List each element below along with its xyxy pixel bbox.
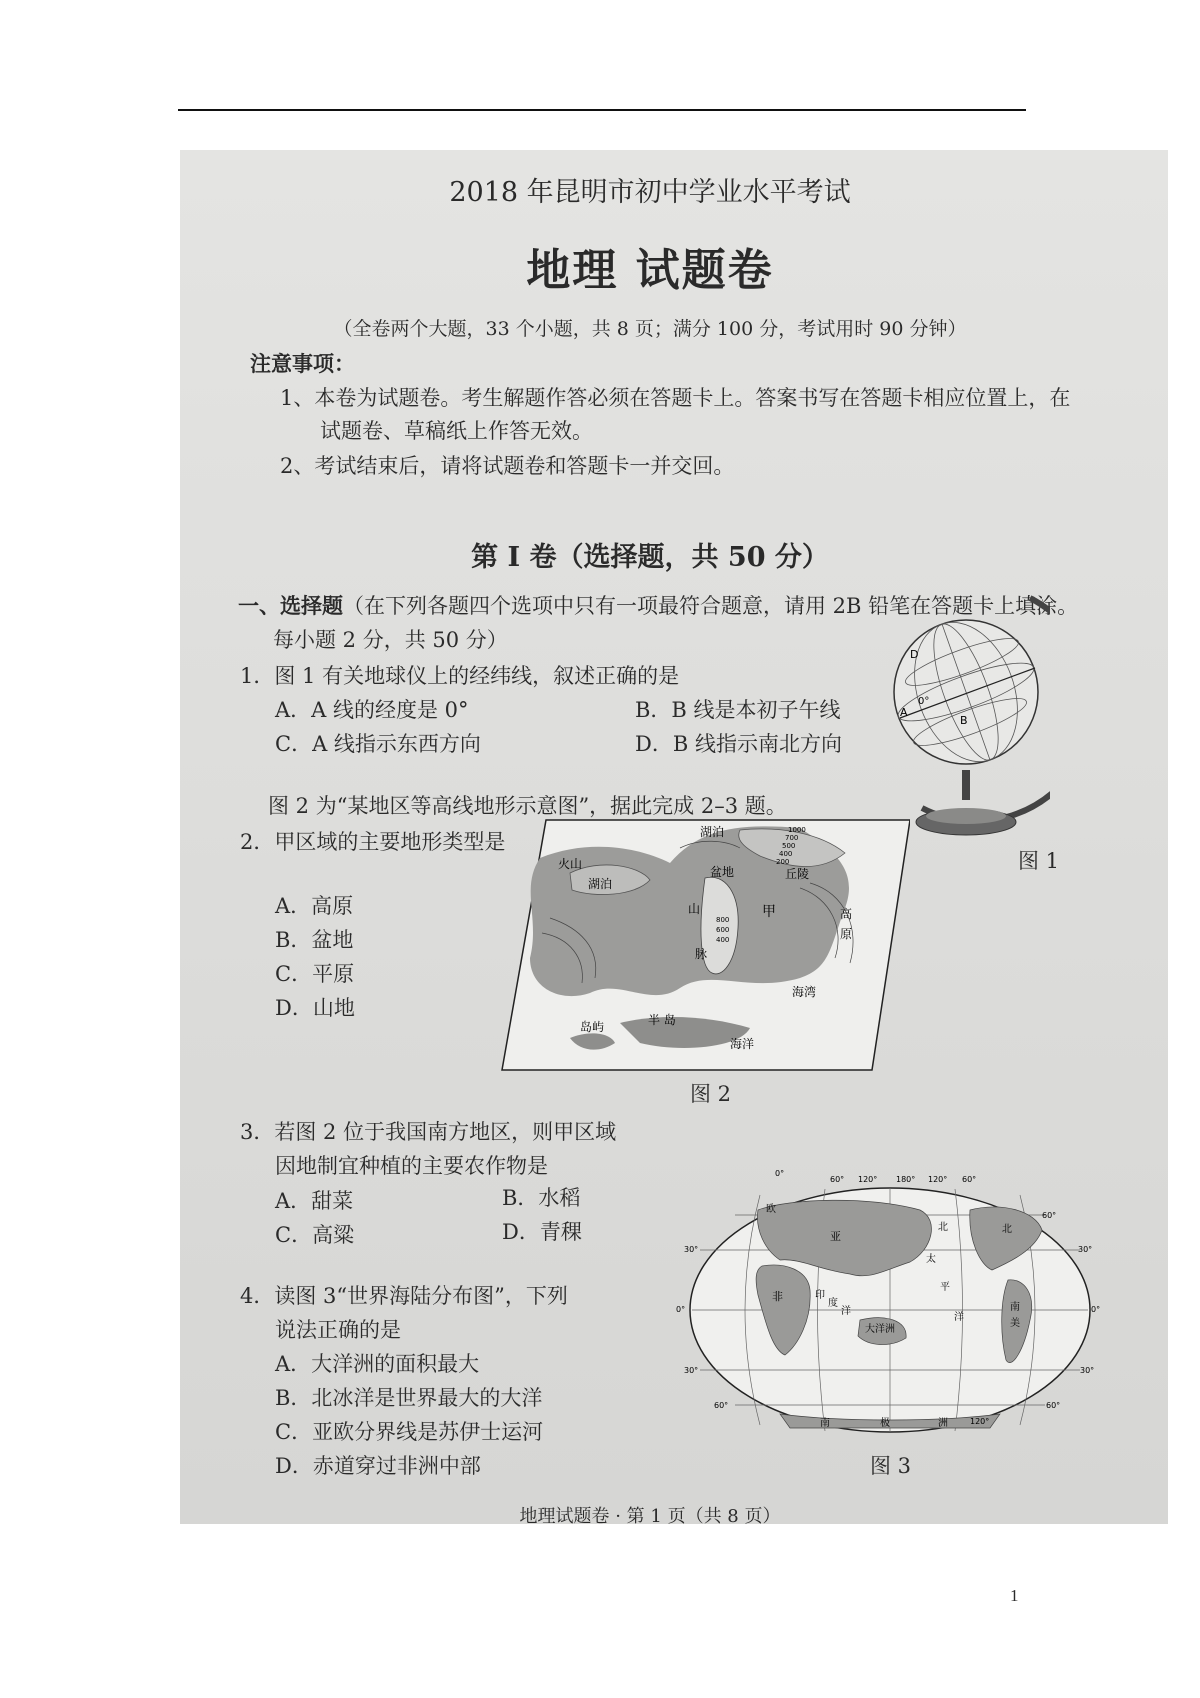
globe-label-d: D: [910, 648, 919, 661]
map-label-pacific-3: 洋: [954, 1312, 964, 1323]
figure1-caption: 图 1: [1018, 849, 1060, 873]
q4-option-b: B．北冰洋是世界最大的大洋: [275, 1386, 543, 1410]
instruction-text: （在下列各题四个选项中只有一项最符合题意，请用 2B 铅笔在答题卡上填涂。: [343, 594, 1079, 618]
figure1-globe: [870, 590, 1050, 840]
q3-option-b: B．水稻: [502, 1186, 581, 1210]
section-instruction-cont: 每小题 2 分，共 50 分）: [273, 628, 508, 652]
map-label-indian-2: 度: [828, 1298, 838, 1309]
q4-option-d: D．赤道穿过非洲中部: [275, 1454, 481, 1478]
q2-stem: 2．甲区域的主要地形类型是: [240, 830, 506, 854]
map-label-volcano: 火山: [558, 857, 583, 871]
map-label-plateau-1: 高: [840, 907, 853, 921]
map-contour-700: 700: [785, 834, 799, 842]
q3-stem-2: 因地制宜种植的主要农作物是: [275, 1154, 548, 1178]
section-heading: 第 I 卷（选择题，共 50 分）: [471, 542, 829, 573]
map-left-tick-0: 0°: [676, 1305, 686, 1314]
map-label-pacific-north: 北: [938, 1222, 948, 1233]
map-right-tick-60s: 60°: [1046, 1401, 1061, 1410]
q1-option-c: C．A 线指示东西方向: [275, 732, 481, 756]
map-right-tick-0: 0°: [1091, 1305, 1101, 1314]
map-label-peninsula: 半 岛: [648, 1013, 676, 1027]
q2-3-intro: 图 2 为“某地区等高线地形示意图”，据此完成 2–3 题。: [268, 794, 787, 818]
map-bottom-tick-120: 120°: [970, 1417, 990, 1426]
exam-meta: （全卷两个大题，33 个小题，共 8 页；满分 100 分，考试用时 90 分钟）: [333, 318, 967, 340]
map-top-tick-0: 0°: [775, 1170, 785, 1178]
globe-label-a: A: [900, 706, 908, 719]
map-label-oceania: 大洋洲: [865, 1324, 895, 1335]
map-label-antarctic-3: 洲: [938, 1418, 948, 1429]
figure2-contour-map: [500, 818, 910, 1074]
map-label-antarctic-1: 南: [820, 1418, 830, 1429]
figure3-caption: 图 3: [870, 1454, 912, 1478]
q1-option-b: B．B 线是本初子午线: [635, 698, 841, 722]
map-label-europe: 欧: [766, 1204, 776, 1215]
map-label-ocean: 海洋: [730, 1037, 755, 1051]
map-label-pacific-1: 太: [926, 1254, 936, 1265]
q2-option-a: A．高原: [275, 894, 354, 918]
map-label-south-america: 南: [1010, 1302, 1020, 1313]
map-label-mountain-1: 山: [688, 902, 701, 916]
map-label-asia: 亚: [830, 1230, 841, 1243]
map-label-jia: 甲: [762, 904, 776, 920]
map-label-lake-left: 湖泊: [588, 877, 613, 891]
map-label-bay: 海湾: [792, 985, 817, 999]
q2-option-d: D．山地: [275, 996, 355, 1020]
map-ridge-600: 600: [716, 926, 730, 934]
q2-option-b: B．盆地: [275, 928, 354, 952]
page-footer: 地理试题卷 · 第 1 页（共 8 页）: [519, 1506, 781, 1524]
map-label-north-america: 北: [1002, 1224, 1012, 1235]
subject-title: 地理 试题卷: [526, 245, 774, 296]
map-top-tick-60w: 60°: [962, 1175, 977, 1184]
q1-stem: 1．图 1 有关地球仪上的经纬线，叙述正确的是: [240, 664, 680, 688]
map-label-pacific-2: 平: [940, 1282, 950, 1293]
q2-option-c: C．平原: [275, 962, 355, 986]
map-contour-400: 400: [779, 850, 793, 858]
globe-label-b: B: [960, 714, 968, 727]
q3-option-c: C．高粱: [275, 1223, 355, 1247]
figure3-world-map: [670, 1170, 1110, 1448]
map-label-indian-3: 洋: [841, 1306, 851, 1317]
map-top-tick-180: 180°: [896, 1175, 916, 1184]
map-left-tick-60s: 60°: [714, 1401, 729, 1410]
map-label-hill: 丘陵: [785, 867, 810, 881]
q4-option-c: C．亚欧分界线是苏伊士运河: [275, 1420, 544, 1444]
map-label-antarctic-2: 极: [880, 1418, 890, 1429]
map-label-lake-top: 湖泊: [700, 825, 725, 839]
exam-page-photo: [180, 150, 1168, 1524]
figure2-caption: 图 2: [690, 1082, 732, 1106]
map-top-tick-60: 60°: [830, 1175, 845, 1184]
q4-stem-1: 4．读图 3“世界海陆分布图”，下列: [240, 1284, 568, 1308]
globe-stand-top: [926, 808, 1006, 824]
q1-option-d: D．B 线指示南北方向: [635, 732, 842, 756]
q3-option-d: D．青稞: [502, 1220, 582, 1244]
map-right-tick-60n: 60°: [1042, 1211, 1057, 1220]
map-left-tick-30n: 30°: [684, 1245, 699, 1254]
exam-title: 2018 年昆明市初中学业水平考试: [449, 177, 851, 208]
page-number: 1: [1010, 1586, 1019, 1605]
map-contour-1000: 1000: [788, 826, 806, 834]
map-right-tick-30s: 30°: [1080, 1366, 1095, 1375]
map-label-america: 美: [1010, 1318, 1020, 1329]
map-contour-200: 200: [776, 858, 790, 866]
map-top-tick-120: 120°: [858, 1175, 878, 1184]
map-contour-500: 500: [782, 842, 796, 850]
map-right-tick-30n: 30°: [1078, 1245, 1093, 1254]
map-label-plateau-2: 原: [840, 927, 853, 941]
q3-option-a: A．甜菜: [275, 1189, 354, 1213]
map-top-tick-120w: 120°: [928, 1175, 948, 1184]
map-label-island: 岛屿: [580, 1020, 605, 1034]
map-label-indian-1: 印: [815, 1290, 825, 1301]
notice-item-1: 1、本卷为试题卷。考生解题作答必须在答题卡上。答案书写在答题卡相应位置上，在: [280, 386, 1071, 410]
globe-label-zero: 0°: [918, 696, 930, 707]
map-label-africa: 非: [772, 1290, 783, 1303]
globe-stand-pole: [962, 770, 970, 800]
q4-option-a: A．大洋洲的面积最大: [275, 1352, 480, 1376]
notice-item-1-cont: 试题卷、草稿纸上作答无效。: [320, 419, 593, 443]
header-rule: [178, 109, 1026, 111]
map-label-mountain-2: 脉: [695, 947, 708, 961]
q1-option-a: A．A 线的经度是 0°: [275, 698, 469, 722]
notice-item-2: 2、考试结束后，请将试题卷和答题卡一并交回。: [280, 454, 735, 478]
map-ridge-400: 400: [716, 936, 730, 944]
notice-heading: 注意事项：: [250, 351, 355, 376]
map-label-basin: 盆地: [710, 865, 735, 879]
q3-stem-1: 3．若图 2 位于我国南方地区，则甲区域: [240, 1120, 617, 1144]
map-ridge-800: 800: [716, 916, 730, 924]
map-left-tick-30s: 30°: [684, 1366, 699, 1375]
q4-stem-2: 说法正确的是: [275, 1318, 401, 1342]
instruction-label: 一、选择题: [238, 593, 343, 618]
